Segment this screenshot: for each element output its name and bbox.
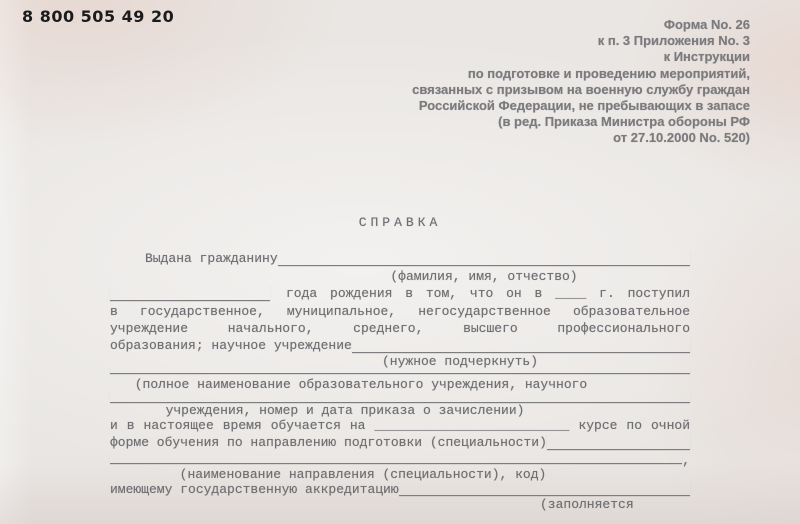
blank-full-name — [278, 250, 690, 265]
state-institution-line: в государственное, муниципальное, негосударственное образовательное — [110, 303, 690, 319]
order-caption: учреждения, номер и дата приказа о зачислении) — [165, 402, 525, 418]
science-institution-line — [110, 337, 690, 354]
form-header-line: к п. 3 Приложения No. 3 — [597, 33, 750, 49]
study-form-line — [110, 434, 690, 451]
blank-accreditation — [399, 481, 690, 496]
fio-caption: (фамилия, имя, отчество) — [390, 268, 578, 284]
form-header-line: к Инструкции — [663, 49, 750, 65]
study-form-label: форме обучения по направлению подготовки (специальности) — [110, 435, 547, 451]
blank-specialty-start — [547, 434, 690, 449]
trailing-comma: , — [682, 452, 690, 468]
specialty-caption: (наименование направления (специальности), код) — [179, 466, 547, 482]
underline-caption: (нужное подчеркнуть) — [381, 353, 539, 369]
paragraph-indent — [110, 250, 145, 267]
form-header-line: (в ред. Приказа Министра обороны РФ — [498, 114, 750, 130]
document-title: СПРАВКА — [358, 215, 442, 230]
issued-to-label: Выдана гражданину — [145, 251, 278, 267]
form-header-line: от 27.10.2000 No. 520) — [613, 130, 750, 146]
form-header-line: связанных с призывом на военную службу граждан — [412, 81, 750, 97]
blank-specialty-full — [110, 452, 682, 464]
form-header-line: Российской Федерации, не пребывающих в запасе — [418, 98, 750, 114]
issued-to-line — [110, 250, 690, 267]
current-study-line: и в настоящее время обучается на _________________________ курсе по очной — [110, 417, 690, 433]
education-levels-line: учреждение начального, среднего, высшего профессионального — [110, 320, 690, 336]
form-header-line: по подготовке и проведению мероприятий, — [467, 65, 750, 81]
spacer — [110, 231, 690, 250]
blank-order-line — [110, 391, 690, 403]
specialty-blank-line — [110, 452, 690, 468]
accreditation-line — [110, 481, 690, 498]
education-label: образования; научное учреждение — [110, 338, 352, 354]
certificate-body — [110, 214, 690, 511]
hotline-phone-number: 8 800 505 49 20 — [22, 7, 175, 26]
accreditation-label: имеющему государственную аккредитацию — [110, 481, 399, 497]
birth-year-text: года рождения в том, что он в ____ г. поступил — [286, 286, 690, 302]
form-header-line: Форма No. 26 — [663, 17, 750, 32]
institution-name-caption: (полное наименование образовательного учреждения, научного — [134, 376, 588, 392]
filled-caption: (заполняется — [540, 496, 634, 512]
blank-science-institution — [352, 337, 690, 352]
form-header-block — [412, 17, 750, 147]
birth-year-line — [110, 285, 690, 302]
blank-birth-year — [110, 285, 270, 300]
